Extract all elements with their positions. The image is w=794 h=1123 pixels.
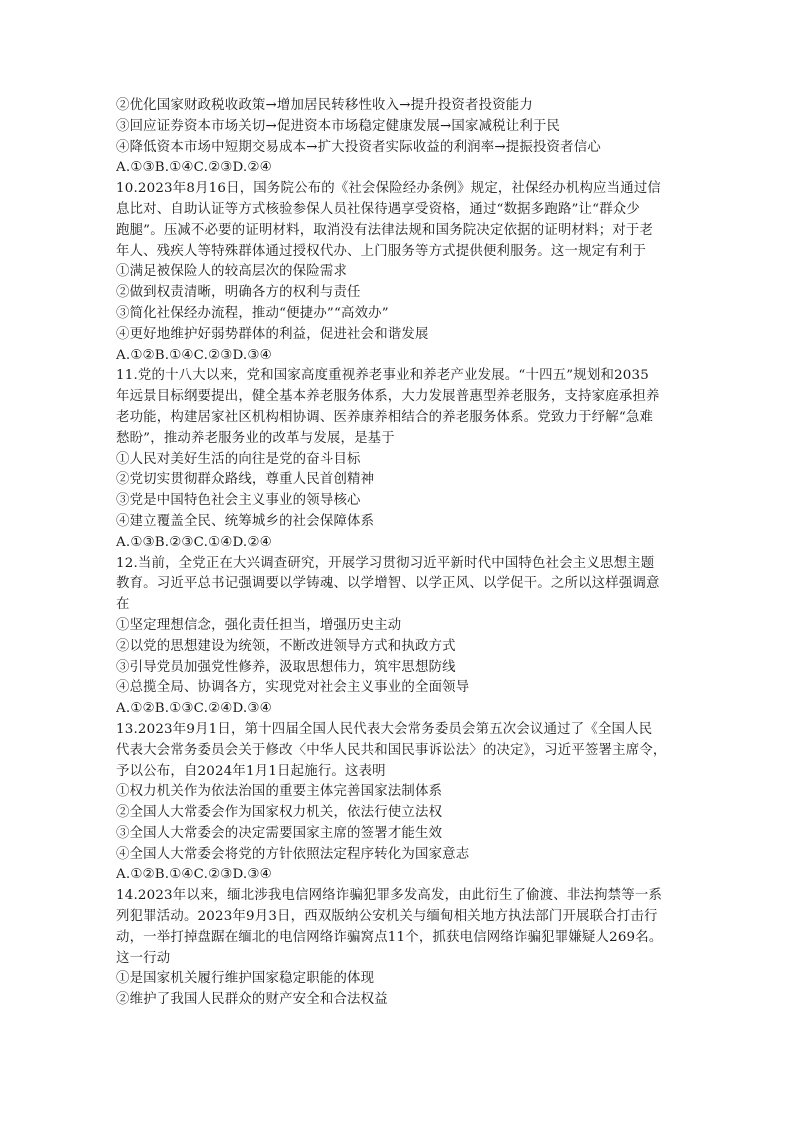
option-line: ④全国人大常委会将党的方针依照法定程序转化为国家意志 xyxy=(116,846,470,862)
answer-choices: A.①②B.①④C.②③D.③④ xyxy=(116,867,272,883)
option-line: ④降低资本市场中短期交易成本→扩大投资者实际收益的利润率→提振投资者信心 xyxy=(116,139,601,155)
question-13 xyxy=(116,720,716,886)
question-12 xyxy=(116,554,716,720)
option-line: ②党切实贯彻群众路线，尊重人民首创精神 xyxy=(116,472,375,488)
question-stem: 愁盼”，推动养老服务业的改革与发展，是基于 xyxy=(116,430,395,446)
option-line: ③引导党员加强党性修养，汲取思想伟力，筑牢思想防线 xyxy=(116,659,456,675)
option-line: ③党是中国特色社会主义事业的领导核心 xyxy=(116,493,361,509)
question-stem: 跑腿”。压减不必要的证明材料，取消没有法律法规和国务院决定依据的证明材料；对于老 xyxy=(116,222,654,238)
option-line: ④总揽全局、协调各方，实现党对社会主义事业的全面领导 xyxy=(116,680,470,696)
question-9-continuation xyxy=(116,96,716,179)
answer-choices: A.①②B.①③C.②④D.③④ xyxy=(116,701,272,717)
question-stem: 这一行动 xyxy=(116,950,171,966)
question-stem: 11.党的十八大以来，党和国家高度重视养老事业和养老产业发展。“十四五”规划和2035 xyxy=(116,368,649,384)
question-stem: 10.2023年8月16日，国务院公布的《社会保险经办条例》规定，社保经办机构应当通过信 xyxy=(116,181,662,197)
option-line: ②全国人大常委会作为国家权力机关，依法行使立法权 xyxy=(116,805,443,821)
question-stem: 予以公布，自2024年1月1日起施行。这表明 xyxy=(116,763,386,779)
option-line: ④建立覆盖全民、统筹城乡的社会保障体系 xyxy=(116,513,375,529)
option-line: ③回应证券资本市场关切→促进资本市场稳定健康发展→国家减税让利于民 xyxy=(116,118,561,134)
question-stem: 老功能，构建居家社区机构相协调、医养康养相结合的养老服务体系。党致力于纾解“急难 xyxy=(116,409,654,425)
option-line: ①满足被保险人的较高层次的保险需求 xyxy=(116,264,348,280)
question-stem: 在 xyxy=(116,597,130,613)
question-stem: 12.当前，全党正在大兴调查研究，开展学习贯彻习近平新时代中国特色社会主义思想主题 xyxy=(116,555,655,571)
option-line: ②优化国家财政税收政策→增加居民转移性收入→提升投资者投资能力 xyxy=(116,98,533,113)
question-stem: 14.2023年以来，缅北涉我电信网络诈骗犯罪多发高发，由此衍生了偷渡、非法拘禁等一系 xyxy=(116,888,663,904)
question-10 xyxy=(116,179,716,366)
option-line: ①是国家机关履行维护国家稳定职能的体现 xyxy=(116,971,375,987)
question-stem: 年远景目标纲要提出，健全基本养老服务体系，大力发展普惠型养老服务，支持家庭承担养 xyxy=(116,389,660,405)
answer-choices: A.①②B.①④C.②③D.③④ xyxy=(116,347,272,363)
option-line: ③全国人大常委会的决定需要国家主席的签署才能生效 xyxy=(116,825,443,841)
question-stem: 代表大会常务委员会关于修改〈中华人民共和国民事诉讼法〉的决定》，习近平签署主席令， xyxy=(116,742,667,758)
question-14 xyxy=(116,886,716,1011)
option-line: ②做到权责清晰，明确各方的权利与责任 xyxy=(116,285,361,301)
question-stem: 教育。习近平总书记强调要以学铸魂、以学增智、以学正风、以学促干。之所以这样强调意 xyxy=(116,576,660,592)
option-line: ①人民对美好生活的向往是党的奋斗目标 xyxy=(116,451,361,467)
answer-choices: A.①③B.①④C.②③D.②④ xyxy=(116,160,272,176)
question-stem: 息比对、自助认证等方式核验参保人员社保待遇享受资格，通过“数据多跑路”让“群众少 xyxy=(116,201,640,217)
question-stem: 年人、残疾人等特殊群体通过授权代办、上门服务等方式提供便利服务。这一规定有利于 xyxy=(116,243,647,259)
question-stem: 13.2023年9月1日，第十四届全国人民代表大会常务委员会第五次会议通过了《全国人民 xyxy=(116,721,653,737)
option-line: ①权力机关作为依法治国的重要主体完善国家法制体系 xyxy=(116,784,443,800)
question-stem: 动，一举打掉盘踞在缅北的电信网络诈骗窝点11个，抓获电信网络诈骗犯罪嫌疑人269名。 xyxy=(116,929,663,945)
option-line: ③简化社保经办流程，推动“便捷办”“高效办” xyxy=(116,305,389,321)
option-line: ④更好地维护好弱势群体的利益，促进社会和谐发展 xyxy=(116,326,429,342)
answer-choices: A.①③B.②③C.①④D.②④ xyxy=(116,534,272,550)
question-stem: 列犯罪活动。2023年9月3日，西双版纳公安机关与缅甸相关地方执法部门开展联合打击行 xyxy=(116,909,658,925)
option-line: ②维护了我国人民群众的财产安全和合法权益 xyxy=(116,992,388,1008)
option-line: ②以党的思想建设为统领，不断改进领导方式和执政方式 xyxy=(116,638,456,654)
option-line: ①坚定理想信念，强化责任担当，增强历史主动 xyxy=(116,617,402,633)
exam-page xyxy=(116,96,716,1011)
question-11 xyxy=(116,366,716,553)
